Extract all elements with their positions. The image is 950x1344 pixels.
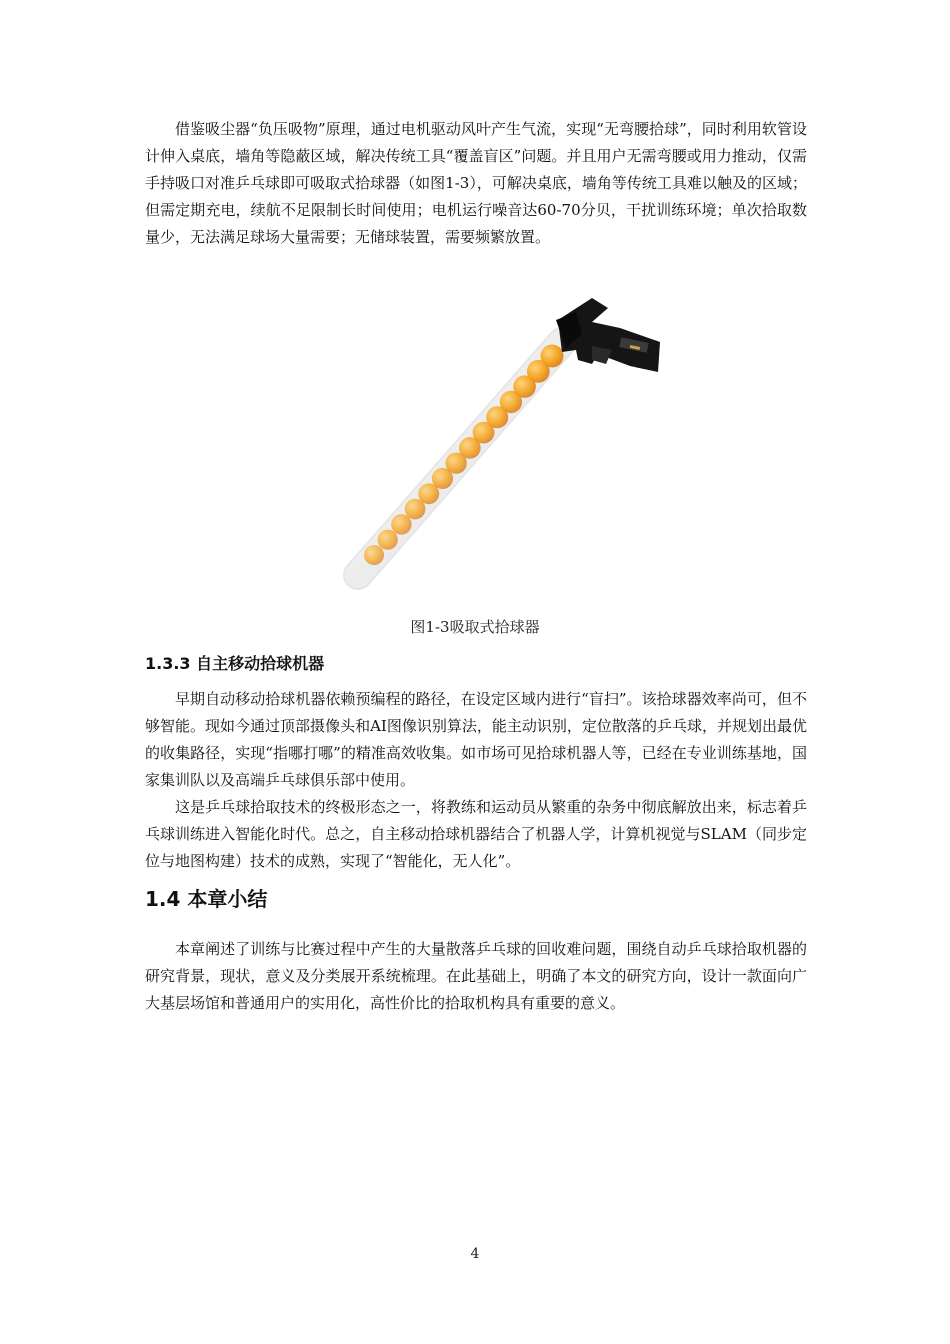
suction-ball-picker-illustration (330, 290, 690, 590)
page-number: 4 (470, 1246, 480, 1262)
paragraph-text: 借鉴吸尘器“负压吸物”原理，通过电机驱动风叶产生气流，实现“无弯腰拾球”，同时利用软管设计伸入桌底，墙角等隐蔽区域，解决传统工具“覆盖盲区”问题。并且用户无需弯腰或用力推动，仅需手持吸口对准乒乓球即可吸取式拾球器（如图1-3），可解决桌底，墙角等传统工具难以触及的区域；但需定期充电，续航不足限制长时间使用；电机运行噪音达60-70分贝，干扰训练环境；单次拾取数量少，无法满足球场大量需要；无储球装置，需要频繁放置。 (145, 120, 807, 246)
pistol-grip-head (556, 298, 660, 372)
figure-suction-ball-picker (330, 290, 690, 590)
ping-pong-ball (391, 514, 411, 534)
section-heading-1-4: 1.4 本章小结 (145, 887, 268, 911)
paragraph-text: 早期自动移动拾球机器依赖预编程的路径，在设定区域内进行“盲扫”。该拾球器效率尚可，但不够智能。现如今通过顶部摄像头和AI图像识别算法，能主动识别，定位散落的乒乓球，并规划出最优的收集路径，实现“指哪打哪”的精准高效收集。如市场可见拾球机器人等，已经在专业训练基地，国家集训队以及高端乒乓球俱乐部中使用。 (145, 690, 807, 789)
ping-pong-ball (541, 345, 564, 368)
intro-paragraph (145, 116, 807, 251)
section-1-4-body (145, 936, 807, 1017)
paragraph-text: 本章阐述了训练与比赛过程中产生的大量散落乒乓球的回收难问题，围绕自动乒乓球拾取机器的研究背景，现状，意义及分类展开系统梳理。在此基础上，明确了本文的研究方向，设计一款面向广大基层场馆和普通用户的实用化，高性价比的拾取机构具有重要的意义。 (145, 940, 807, 1012)
paragraph-text: 这是乒乓球拾取技术的终极形态之一，将教练和运动员从繁重的杂务中彻底解放出来，标志着乒乓球训练进入智能化时代。总之，自主移动拾球机器结合了机器人学，计算机视觉与SLAM（同步定位与地图构建）技术的成熟，实现了“智能化，无人化”。 (145, 798, 807, 870)
section-1-3-3-body (145, 686, 807, 875)
section-heading-1-3-3: 1.3.3 自主移动拾球机器 (145, 654, 325, 673)
ping-pong-ball (378, 530, 398, 550)
ping-pong-ball (364, 545, 384, 565)
ping-pong-balls (364, 345, 564, 566)
figure-caption: 图1-3吸取式拾球器 (410, 618, 540, 636)
